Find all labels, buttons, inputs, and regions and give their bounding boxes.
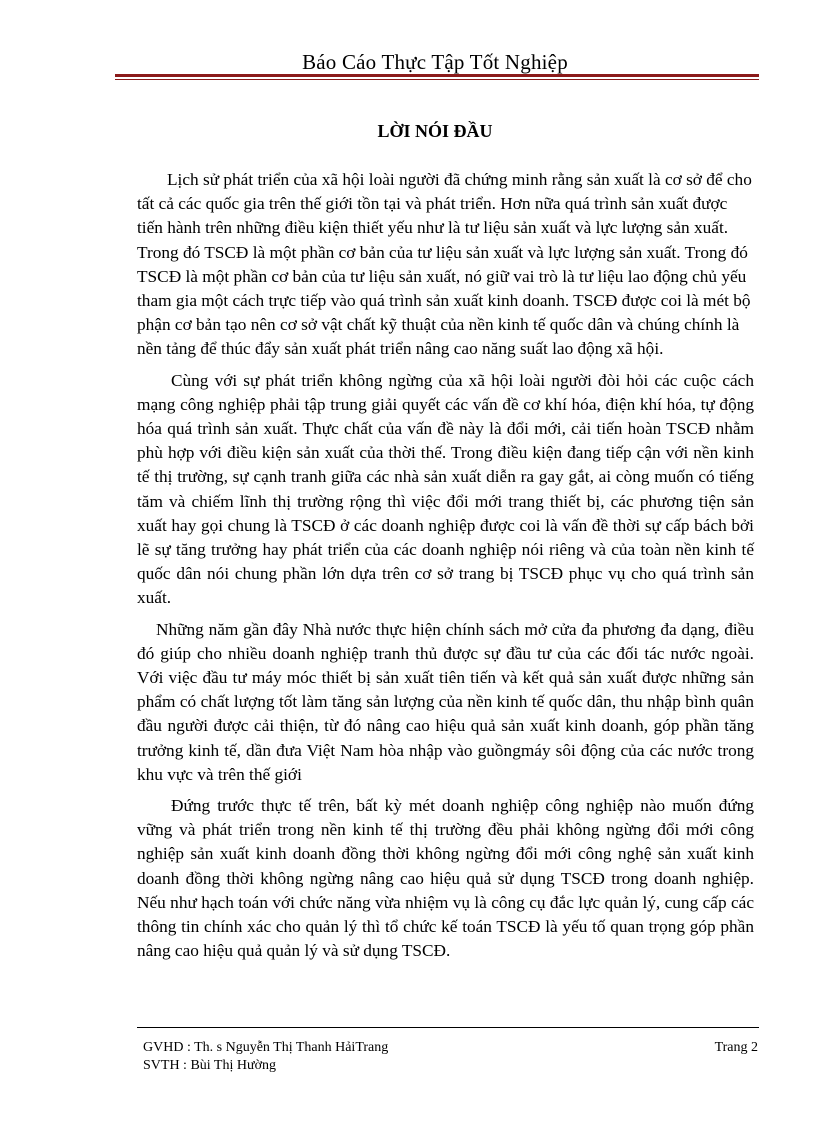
footer-supervisor-line (143, 1040, 758, 1056)
footer-rule (137, 1027, 759, 1028)
header-rule-thick (115, 74, 759, 77)
footer-page-number: Trang 2 (714, 1040, 758, 1055)
paragraph: Những năm gần đây Nhà nước thực hiện chính sách mở cửa đa phương đa dạng, điều đó giúp cho nhiều doanh nghiệp tranh thủ được sự đầu tư của các đối tác nước ngoài. Với việc đầu tư máy móc thiết bị sản xuất tiên tiến và kết quả sản xuất được những sản phẩm có chất lượng tốt làm tăng sản lượng của nền kinh tế quốc dân, thu nhập bình quân đầu người được cải thiện, từ đó nâng cao hiệu quả sản xuất kinh doanh, góp phần tăng trưởng kinh tế, dần đưa Việt Nam hòa nhập vào guồngmáy sôi động của các nước trong khu vực và trên thế giới (137, 619, 754, 784)
paragraph: Lịch sử phát triển của xã hội loài người đã chứng minh rằng sản xuất là cơ sở để cho tất cả các quốc gia trên thế giới tồn tại và phát triển. Hơn nữa quá trình sản xuất được tiến hành trên những điều kiện thiết yếu như là tư liệu sản xuất và lực lượng sản xuất. Trong đó TSCĐ là một phần cơ bản của tư liệu sản xuất và lực lượng sản xuất. Trong đó TSCĐ là một phần cơ bản của tư liệu sản xuất, nó giữ vai trò là tư liệu lao động chủ yếu tham gia một cách trực tiếp vào quá trình sản xuất kinh doanh. TSCĐ được coi là mét bộ phận cơ bản tạo nên cơ sở vật chất kỹ thuật của nền kinh tế quốc dân và chúng chính là nền tảng để thúc đẩy sản xuất phát triển nâng cao năng suất lao động xã hội. (137, 170, 752, 359)
footer-supervisor: GVHD : Th. s Nguyễn Thị Thanh HảiTrang (143, 1040, 389, 1055)
document-heading: LỜI NÓI ĐẦU (377, 121, 493, 141)
header-rule-thin (115, 79, 759, 80)
footer-student-line (143, 1058, 758, 1074)
document-body (137, 168, 754, 971)
header-title: Báo Cáo Thực Tập Tốt Nghiệp (302, 50, 568, 74)
footer-student: SVTH : Bùi Thị Hường (143, 1058, 276, 1073)
paragraph: Đứng trước thực tế trên, bất kỳ mét doanh nghiệp công nghiệp nào muốn đứng vững và phát triển trong nền kinh tế thị trường đều phải không ngừng đổi mới công nghiệp sản xuất kinh doanh đồng thời không ngừng đổi mới công nghệ sản xuất kinh doanh đồng thời không ngừng nâng cao hiệu quả sử dụng TSCĐ trong doanh nghiệp. Nếu như hạch toán với chức năng vừa nhiệm vụ là công cụ đắc lực quản lý, cung cấp các thông tin chính xác cho quản lý thì tổ chức kế toán TSCĐ là yếu tố quan trọng góp phần nâng cao hiệu quả quản lý và sử dụng TSCĐ. (137, 796, 754, 961)
paragraph: Cùng với sự phát triển không ngừng của xã hội loài người đòi hỏi các cuộc cách mạng công nghiệp phải tập trung giải quyết các vấn đề cơ khí hóa, điện khí hóa, tự động hóa quá trình sản xuất. Thực chất của vấn đề này là đổi mới, cải tiến hoàn TSCĐ nhằm phù hợp với điều kiện sản xuất của thời thế. Trong điều kiện đang tiếp cận với nền kinh tế thị trường, sự cạnh tranh giữa các nhà sản xuất diễn ra gay gắt, ai còng muốn có tiếng tăm và chiếm lĩnh thị trường rộng thì việc đổi mới trang thiết bị, các phương tiện sản xuất hay gọi chung là TSCĐ ở các doanh nghiệp được coi là vấn đề thời sự cấp bách bởi lẽ sự tăng trưởng hay phát triển của các doanh nghiệp nói riêng và của toàn nền kinh tế quốc dân nói chung phần lớn dựa trên cơ sở trang bị TSCĐ phục vụ cho quá trình sản xuất. (137, 370, 754, 608)
